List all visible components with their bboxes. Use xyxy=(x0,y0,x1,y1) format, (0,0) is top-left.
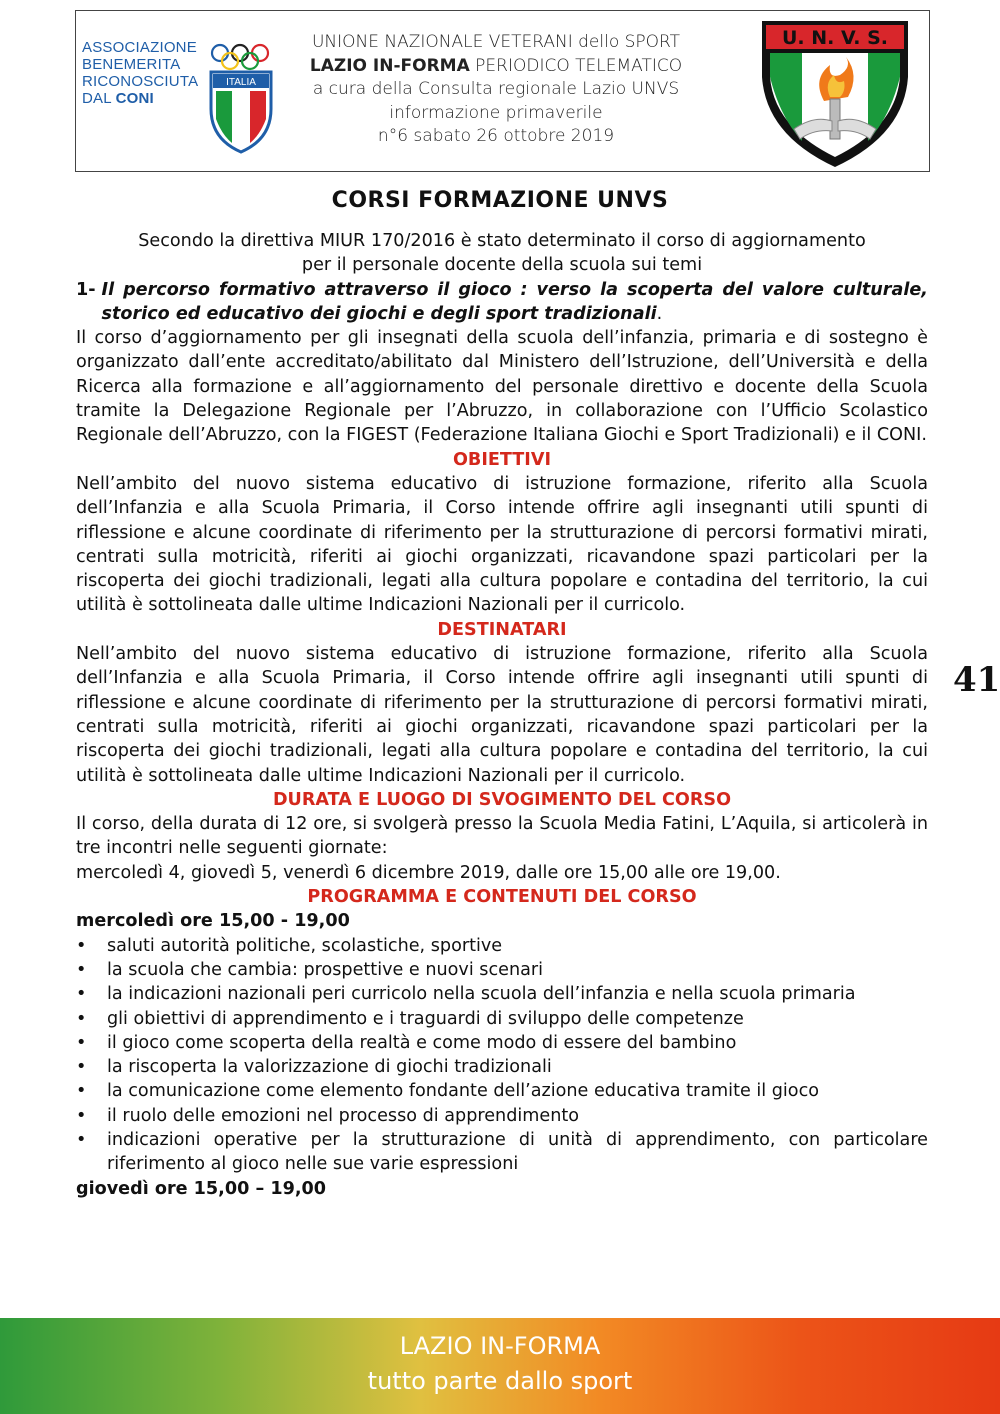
coni-association-logo xyxy=(82,39,282,159)
section-heading-programma: PROGRAMMA E CONTENUTI DEL CORSO xyxy=(307,887,697,908)
programma-item-text: saluti autorità politiche, scolastiche, sportive xyxy=(107,935,503,956)
bullet-icon: • xyxy=(76,959,87,980)
bullet-icon: • xyxy=(76,935,87,956)
programma-item-text: la comunicazione come elemento fondante dell’azione educativa tramite il gioco xyxy=(107,1081,820,1102)
bullet-icon: • xyxy=(76,1105,87,1126)
footer-title: LAZIO IN-FORMA xyxy=(399,1332,601,1360)
programma-item-text: il gioco come scoperta della realtà e come modo di essere del bambino xyxy=(107,1032,737,1053)
programma-list xyxy=(76,934,928,1177)
footer-banner xyxy=(0,1318,1000,1414)
bullet-icon: • xyxy=(76,1032,87,1053)
programma-list-item xyxy=(76,1128,928,1177)
article-body xyxy=(76,229,928,1201)
assoc-line: RICONOSCIUTA xyxy=(82,73,199,90)
course-topic-title: Il percorso formativo attraverso il gioco : verso la scoperta del valore culturale, storico ed educativo dei giochi e degli sport tradizionali xyxy=(101,279,928,324)
assoc-line xyxy=(82,90,212,107)
obiettivi-text: Nell’ambito del nuovo sistema educativo di istruzione formazione, riferito alla Scuola dell’Infanzia e alla Scuola Primaria, il Corso intende offrire agli insegnanti utili spunti di riflessione e alcune coordinate di riferimento per la strutturazione di percorsi formativi mirati, centrati sulla motricità, riferiti ai giochi organizzati, ricavandone spazi particolari per la riscoperta dei giochi tradizionali, legati alla cultura popolare e contadina del territorio, la cui utilità è sottolineata dalle ultime Indicazioni Nazionali per il curricolo. xyxy=(76,473,928,616)
intro-line: per il personale docente della scuola sui temi xyxy=(301,255,703,276)
programma-item-text: gli obiettivi di apprendimento e i traguardi di sviluppo delle competenze xyxy=(107,1008,744,1029)
programma-list-item xyxy=(76,1055,928,1079)
section-heading-durata: DURATA E LUOGO DI SVOGIMENTO DEL CORSO xyxy=(272,789,732,810)
assoc-line: ASSOCIAZIONE xyxy=(82,39,197,56)
page-title: CORSI FORMAZIONE UNVS xyxy=(331,188,669,213)
assoc-line: BENEMERITA xyxy=(82,56,181,73)
header-line: UNIONE NAZIONALE VETERANI dello SPORT xyxy=(311,32,681,52)
programma-list-item xyxy=(76,1104,928,1128)
header-text xyxy=(266,31,726,149)
italia-shield-icon xyxy=(208,69,274,155)
course-topic-number: 1- xyxy=(76,279,96,300)
bullet-icon: • xyxy=(76,1081,87,1102)
durata-dates: mercoledì 4, giovedì 5, venerdì 6 dicembre 2019, dalle ore 15,00 alle ore 19,00. xyxy=(76,862,781,883)
page-number: 41 xyxy=(953,660,1000,700)
programma-day2: giovedì ore 15,00 – 19,00 xyxy=(76,1178,327,1199)
header-issue-date: n°6 sabato 26 ottobre 2019 xyxy=(377,126,615,146)
programma-item-text: la scuola che cambia: prospettive e nuovi scenari xyxy=(107,959,544,980)
italia-label: ITALIA xyxy=(226,77,256,88)
programma-list-item xyxy=(76,1079,928,1103)
programma-item-text: la riscoperta la valorizzazione di giochi tradizionali xyxy=(107,1057,552,1078)
programma-list-item xyxy=(76,1007,928,1031)
programma-item-text: il ruolo delle emozioni nel processo di apprendimento xyxy=(107,1105,580,1126)
unvs-shield-logo xyxy=(754,17,916,169)
assoc-coni: CONI xyxy=(115,90,154,107)
header-line xyxy=(266,55,726,79)
intro-line: Secondo la direttiva MIUR 170/2016 è stato determinato il corso di aggiornamento xyxy=(138,231,866,251)
unvs-label: U. N. V. S. xyxy=(782,27,888,49)
header-magazine-name: LAZIO IN-FORMA xyxy=(309,55,470,76)
intro-paragraph: Il corso d’aggiornamento per gli insegnati della scuola dell’infanzia, primaria e di sostegno è organizzato dall’ente accreditato/abilitato dal Ministero dell’Istruzione, dell’Università e della Ricerca alla formazione e all’aggiornamento del personale direttivo e docente della Scuola tramite la Delegazione Regionale per l’Abruzzo, in collaborazione con l’Ufficio Scolastico Regionale dell’Abruzzo, con la FIGEST (Federazione Italiana Giochi e Sport Tradizionali) e il CONI. xyxy=(76,328,928,446)
programma-item-text: indicazioni operative per la strutturazione di unità di apprendimento, con particolare riferimento al gioco nelle sue varie espressioni xyxy=(107,1129,928,1175)
durata-text: Il corso, della durata di 12 ore, si svolgerà presso la Scuola Media Fatini, L’Aquila, si articolerà in tre incontri nelle seguenti giornate: xyxy=(76,814,928,859)
association-text xyxy=(82,39,212,107)
bullet-icon: • xyxy=(76,1008,87,1029)
bullet-icon: • xyxy=(76,1129,87,1150)
programma-list-item xyxy=(76,934,928,958)
course-topic-text xyxy=(102,278,928,327)
destinatari-text: Nell’ambito del nuovo sistema educativo di istruzione formazione, riferito alla Scuola dell’Infanzia e alla Scuola Primaria, il Corso intende offrire agli insegnanti utili spunti di riflessione e alcune coordinate di riferimento per la strutturazione di percorsi formativi mirati, centrati sulla motricità, riferiti ai giochi organizzati, ricavandone spazi particolari per la riscoperta dei giochi tradizionali, legati alla cultura popolare e contadina del territorio, la cui utilità è sottolineata dalle ultime Indicazioni Nazionali per il curricolo. xyxy=(76,644,928,786)
header-line: informazione primaverile xyxy=(389,102,603,123)
header-magazine-type: PERIODICO TELEMATICO xyxy=(469,55,683,76)
programma-day1: mercoledì ore 15,00 - 19,00 xyxy=(76,911,350,932)
assoc-dal: DAL xyxy=(82,90,116,107)
section-heading-obiettivi: OBIETTIVI xyxy=(452,449,552,470)
programma-list-item xyxy=(76,958,928,982)
programma-list-item xyxy=(76,982,928,1006)
header-box xyxy=(75,10,930,172)
footer-slogan: tutto parte dallo sport xyxy=(367,1367,633,1395)
course-topic-item xyxy=(76,278,928,327)
bullet-icon: • xyxy=(76,1057,87,1078)
programma-list-item xyxy=(76,1031,928,1055)
bullet-icon: • xyxy=(76,984,87,1005)
programma-item-text: la indicazioni nazionali peri curricolo nella scuola dell’infanzia e nella scuola primaria xyxy=(107,984,856,1005)
section-heading-destinatari: DESTINATARI xyxy=(437,619,567,640)
course-topic-tail: . xyxy=(656,303,663,324)
header-line: a cura della Consulta regionale Lazio UNVS xyxy=(312,79,680,99)
